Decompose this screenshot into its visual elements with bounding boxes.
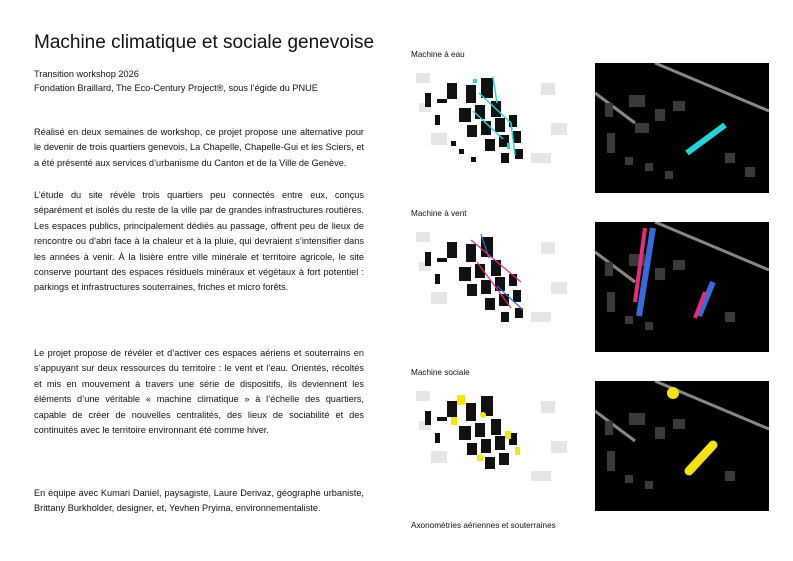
caption-machine-vent: Machine à vent xyxy=(411,209,467,218)
project-meta xyxy=(34,67,318,95)
paragraph-team: En équipe avec Kumari Daniel, paysagiste, Laure Derivaz, géographe urbaniste, Brittany Burkholder, designer, et, Yevhen Pryima, environnementaliste. xyxy=(34,488,364,514)
axonometry-aerial-water xyxy=(411,63,585,193)
axonometry-aerial-wind xyxy=(411,222,585,352)
axonometry-underground-water xyxy=(595,63,769,193)
caption-machine-eau: Machine à eau xyxy=(411,50,465,59)
meta-line-workshop: Transition workshop 2026 xyxy=(34,69,139,79)
paragraph-intro: Réalisé en deux semaines de workshop, ce projet propose une alternative pour le devenir de trois quartiers genevois, La Chapelle, Chapelle-Gui et les Sciers, et a été présenté aux services d’urbanisme du Canton et de la Ville de Genève. xyxy=(34,127,364,168)
paragraph-proposal: Le projet propose de révéler et d’activer ces espaces aériens et souterrains en s’appuyant sur deux ressources du territoire : le vent et l’eau. Orientés, récoltés et mis en mouvement à travers une série de dispositifs, ils deviennent les éléments d’une véritable « machine climatique » à l’échelle des quartiers, capable de créer de nouvelles centralités, des lieux de sociabilité et des continuités avec le territoire environnant été comme hiver. xyxy=(34,348,364,436)
axonometry-underground-social xyxy=(595,381,769,511)
paragraph-site-study: L’étude du site révèle trois quartiers peu connectés entre eux, conçus séparément et isolés du reste de la ville par de grandes infrastructures routières. Les espaces publics, principalement dédiés au passage, offrent peu de lieux de rencontre ou d’abri face à la chaleur et à la pluie, qui devraient s’intensifier dans les années à venir. À la lisière entre ville minérale et territoire agricole, le site conserve pourtant des espaces résiduels minéraux et végétaux à fort potentiel : parkings et infrastructures souterraines, friches et micro forêts. xyxy=(34,190,364,293)
caption-machine-sociale: Machine sociale xyxy=(411,368,470,377)
axonometry-aerial-social xyxy=(411,381,585,511)
axonometry-underground-wind xyxy=(595,222,769,352)
caption-axonometries: Axonométries aériennes et souterraines xyxy=(411,521,556,530)
page-title: Machine climatique et sociale genevoise xyxy=(34,32,375,53)
meta-line-credits: Fondation Braillard, The Eco-Century Project®, sous l’égide du PNUE xyxy=(34,83,318,93)
